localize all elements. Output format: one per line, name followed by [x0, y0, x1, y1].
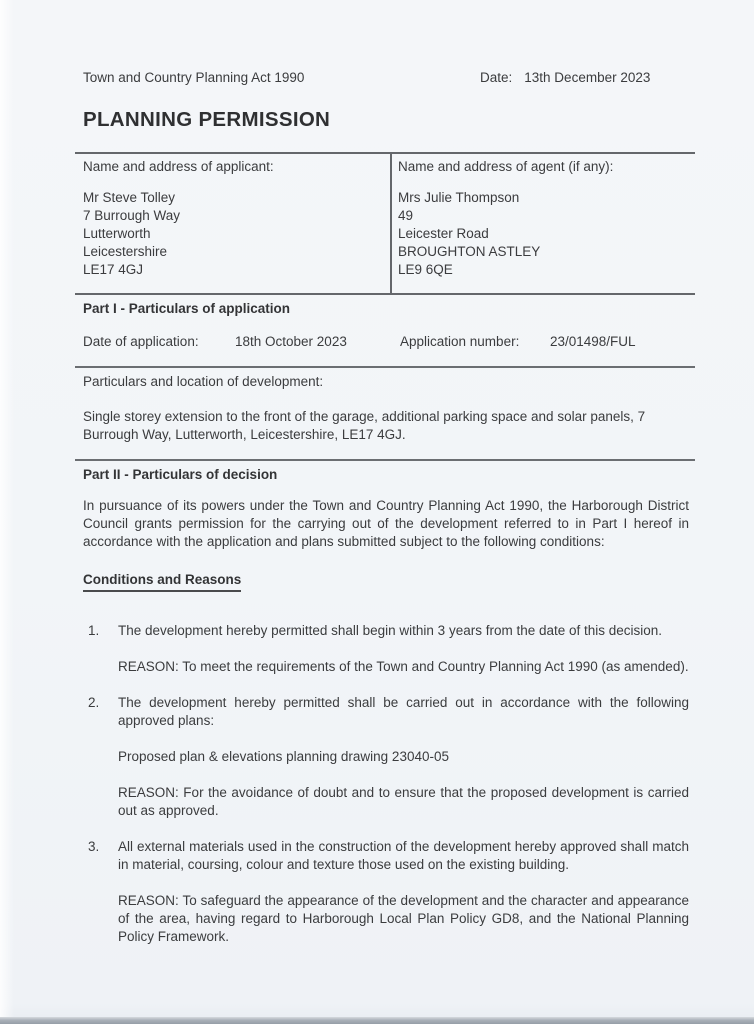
agent-cell [390, 154, 695, 293]
date-of-application-label: Date of application: [83, 334, 199, 349]
condition-text: The development hereby permitted shall be carried out in accordance with the following approved plans: [118, 695, 689, 728]
condition-item [75, 694, 695, 820]
applicant-cell [75, 154, 390, 293]
agent-line: BROUGHTON ASTLEY [398, 244, 541, 259]
condition-text: The development hereby permitted shall begin within 3 years from the date of this decision. [118, 623, 663, 638]
act-title: Town and Country Planning Act 1990 [83, 70, 305, 85]
condition-item [75, 838, 695, 946]
date-value: 13th December 2023 [524, 70, 651, 85]
condition-reason: REASON: For the avoidance of doubt and to ensure that the proposed development is carried out as approved. [118, 785, 689, 818]
agent-line: 49 [398, 208, 414, 223]
section-divider [75, 459, 695, 461]
application-details-row [75, 333, 695, 351]
applicant-agent-table [75, 152, 695, 295]
particulars-label: Particulars and location of development: [83, 374, 324, 389]
applicant-line: Mr Steve Tolley [83, 190, 176, 205]
date-of-application-value: 18th October 2023 [235, 334, 347, 349]
agent-line: Mrs Julie Thompson [398, 190, 520, 205]
agent-line: LE9 6QE [398, 262, 453, 277]
applicant-line: Leicestershire [83, 244, 168, 259]
scan-bottom-edge [0, 1017, 754, 1024]
document-date [480, 69, 650, 87]
conditions-list [75, 622, 695, 946]
applicant-line: Lutterworth [83, 226, 151, 241]
document-header [75, 69, 695, 87]
condition-reason: REASON: To safeguard the appearance of the development and the character and appearance of the area, having regard to Harborough Local Plan Policy GD8, and the National Planning Policy Framework. [118, 893, 689, 944]
applicant-line: 7 Burrough Way [83, 208, 181, 223]
applicant-line: LE17 4GJ [83, 262, 144, 277]
date-label: Date: [480, 70, 513, 85]
condition-body [118, 838, 695, 946]
part2-heading: Part II - Particulars of decision [83, 467, 278, 482]
applicant-heading: Name and address of applicant: [83, 159, 274, 174]
decision-intro: In pursuance of its powers under the Town and Country Planning Act 1990, the Harborough District Council grants permission for the carrying out of the development referred to in Part I hereof in accordance with the application and plans submitted subject to the following conditions: [83, 498, 689, 549]
page-title: PLANNING PERMISSION [83, 108, 331, 131]
application-number-value: 23/01498/FUL [550, 334, 636, 349]
application-number-label: Application number: [400, 334, 520, 349]
agent-heading: Name and address of agent (if any): [398, 159, 614, 174]
part1-heading: Part I - Particulars of application [83, 301, 291, 316]
condition-body [118, 622, 695, 676]
agent-line: Leicester Road [398, 226, 489, 241]
condition-body [118, 694, 695, 820]
condition-text: All external materials used in the construction of the development hereby approved shall match in material, coursing, colour and texture those used on the existing building. [118, 839, 689, 872]
section-divider [75, 366, 695, 368]
document-content [75, 69, 695, 946]
condition-reason: REASON: To meet the requirements of the Town and Country Planning Act 1990 (as amended). [118, 659, 689, 674]
condition-plans: Proposed plan & elevations planning drawing 23040-05 [118, 749, 449, 764]
condition-item [75, 622, 695, 676]
condition-number: 1. [88, 623, 100, 638]
condition-number: 2. [88, 695, 100, 710]
particulars-text: Single storey extension to the front of the garage, additional parking space and solar panels, 7 Burrough Way, Lutterworth, Leicestershire, LE17 4GJ. [83, 409, 646, 442]
conditions-heading: Conditions and Reasons [83, 571, 241, 592]
condition-number: 3. [88, 839, 100, 854]
